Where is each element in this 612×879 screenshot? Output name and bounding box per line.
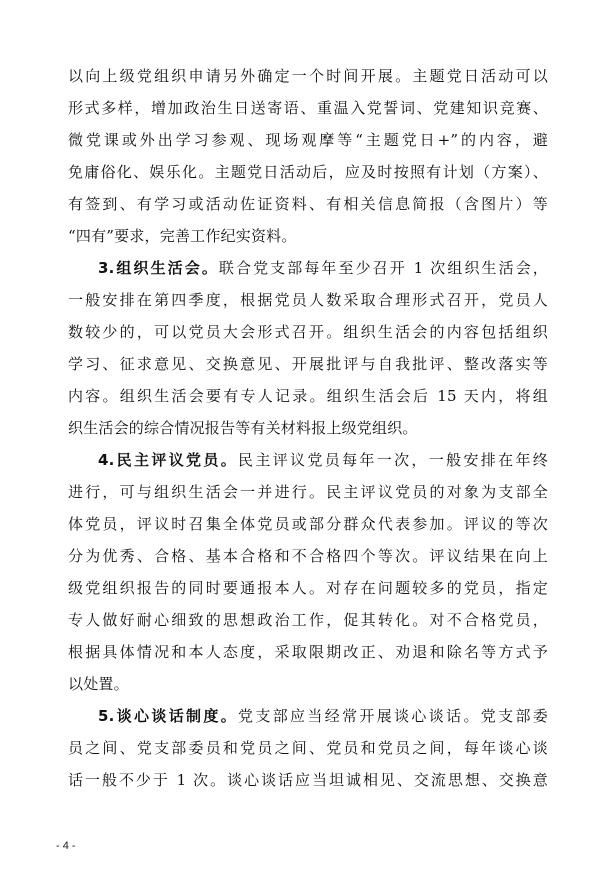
- paragraph-line: 根据具体情况和本人态度，采取限期改正、劝退和除名等方式予: [68, 643, 548, 661]
- paragraph-line: 织生活会的综合情况报告等有关材料报上级党组织。: [68, 419, 418, 437]
- paragraph-line: 形式多样，增加政治生日送寄语、重温入党誓词、党建知识竞赛、: [68, 99, 548, 117]
- paragraph-line: “四有”要求，完善工作纪实资料。: [68, 227, 297, 245]
- paragraph-line: 级党组织报告的同时要通报本人。对存在问题较多的党员，指定: [68, 579, 548, 597]
- section-first-line: [68, 444, 548, 476]
- paragraph-line: 一般安排在第四季度，根据党员人数采取合理形式召开，党员人: [68, 291, 548, 309]
- section-first-line: [68, 252, 548, 284]
- paragraph-line: 专人做好耐心细致的思想政治工作，促其转化。对不合格党员，: [68, 611, 548, 629]
- paragraph-line: 免庸俗化、娱乐化。主题党日活动后，应及时按照有计划（方案）、: [68, 163, 548, 181]
- page-number: - 4 -: [56, 840, 76, 852]
- paragraph-line: 学习、征求意见、交换意见、开展批评与自我批评、整改落实等: [68, 355, 548, 373]
- section-democratic-evaluation: [68, 444, 548, 700]
- paragraph-line: 微党课或外出学习参观、现场观摩等“主题党日+”的内容，避: [68, 131, 548, 149]
- paragraph-line: 进行，可与组织生活会一并进行。民主评议党员的对象为支部全: [68, 483, 548, 501]
- paragraph-line: 内容。组织生活会要有专人记录。组织生活会后 15 天内，将组: [68, 387, 548, 405]
- intro-paragraph: [68, 60, 548, 252]
- section-first-line: [68, 700, 548, 732]
- section-first-line-text: 联合党支部每年至少召开 1 次组织生活会，: [218, 259, 548, 277]
- paragraph-line: 话一般不少于 1 次。谈心谈话应当坦诚相见、交流思想、交换意: [68, 771, 548, 789]
- paragraph-line: 以处置。: [68, 675, 129, 693]
- section-heading: 3.组织生活会。: [98, 259, 219, 277]
- paragraph-line: 体党员，评议时召集全体党员或部分群众代表参加。评议的等次: [68, 515, 548, 533]
- paragraph-line: 分为优秀、合格、基本合格和不合格四个等次。评议结果在向上: [68, 547, 548, 565]
- paragraph-line: 以向上级党组织申请另外确定一个时间开展。主题党日活动可以: [68, 67, 548, 85]
- paragraph-line: 有签到、有学习或活动佐证资料、有相关信息简报（含图片）等: [68, 195, 548, 213]
- section-heading: 4.民主评议党员。: [98, 451, 239, 469]
- section-first-line-text: 党支部应当经常开展谈心谈话。党支部委: [238, 707, 548, 725]
- section-heading: 5.谈心谈话制度。: [98, 707, 239, 725]
- paragraph-line: 数较少的，可以党员大会形式召开。组织生活会的内容包括组织: [68, 323, 548, 341]
- paragraph-line: 员之间、党支部委员和党员之间、党员和党员之间，每年谈心谈: [68, 739, 548, 757]
- section-heart-to-heart-talk: [68, 700, 548, 796]
- section-first-line-text: 民主评议党员每年一次，一般安排在年终: [238, 451, 548, 469]
- section-organization-life-meeting: [68, 252, 548, 444]
- document-body: [68, 60, 548, 796]
